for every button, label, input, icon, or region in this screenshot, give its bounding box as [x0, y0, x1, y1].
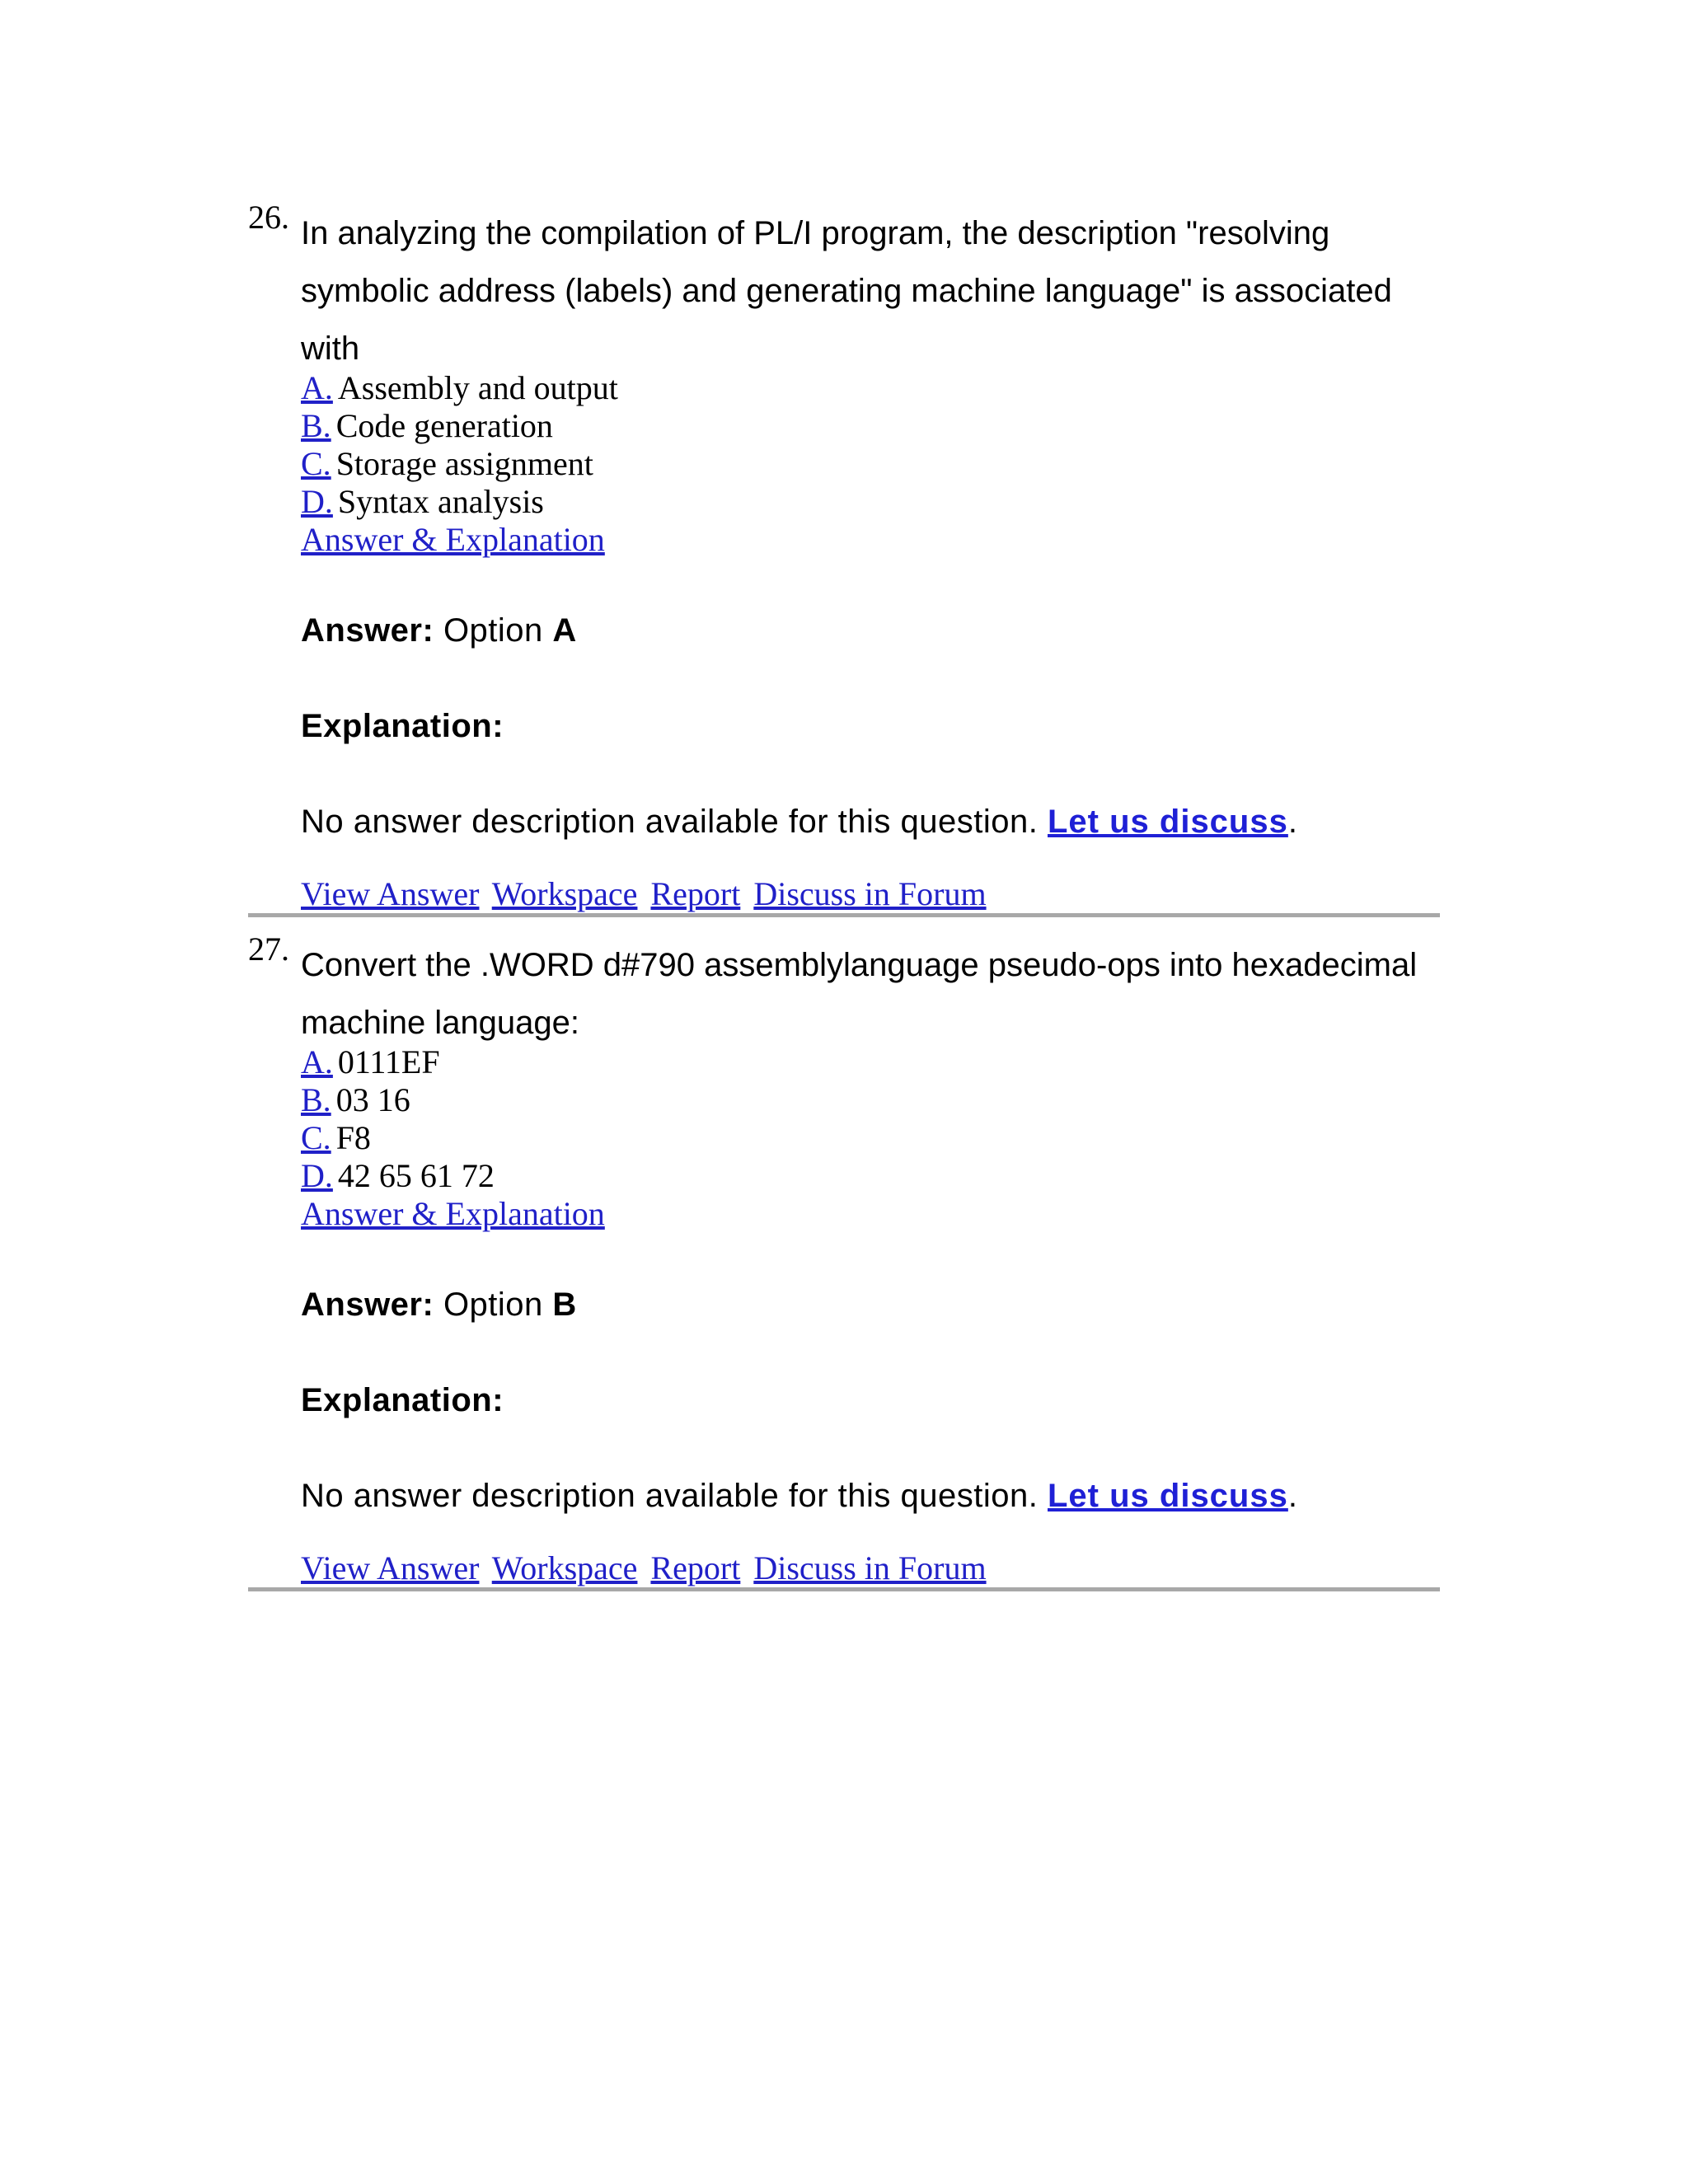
answer-explanation-row — [301, 521, 1440, 559]
question-block — [248, 930, 1440, 1591]
answer-line — [301, 1282, 1440, 1327]
divider — [248, 913, 1440, 917]
option-row — [301, 445, 1440, 483]
question-number: 26. — [248, 199, 289, 236]
option-letter-link[interactable]: A. — [301, 369, 333, 406]
report-link[interactable]: Report — [650, 875, 741, 912]
option-text: 42 65 61 72 — [337, 1157, 495, 1194]
question-block — [248, 198, 1440, 917]
answer-line — [301, 608, 1440, 653]
answer-option: B — [552, 1286, 577, 1323]
question-text: Convert the .WORD d#790 assemblylanguage pseudo-ops into hexadecimal machine language: — [301, 947, 1418, 1041]
answer-explanation-link[interactable]: Answer & Explanation — [301, 521, 605, 558]
option-letter-link[interactable]: C. — [301, 1119, 331, 1156]
option-text: F8 — [335, 1119, 371, 1156]
option-letter-link[interactable]: B. — [301, 407, 331, 444]
option-text: 03 16 — [335, 1081, 410, 1118]
answer-explanation-row — [301, 1195, 1440, 1233]
workspace-link[interactable]: Workspace — [491, 1549, 638, 1586]
view-answer-link[interactable]: View Answer — [301, 875, 480, 912]
option-row — [301, 483, 1440, 521]
question-body — [301, 198, 1440, 913]
question-text: In analyzing the compilation of PL/I program, the description "resolving symbolic address (labels) and generating machine language" is associated with — [301, 215, 1392, 367]
option-letter-link[interactable]: C. — [301, 445, 331, 482]
footer-links — [301, 875, 1440, 913]
option-row — [301, 1157, 1440, 1195]
question-body — [301, 930, 1440, 1587]
divider — [248, 1587, 1440, 1591]
discuss-suffix: . — [1287, 804, 1298, 840]
option-letter-link[interactable]: B. — [301, 1081, 331, 1118]
discuss-suffix: . — [1287, 1478, 1298, 1514]
explanation-text — [301, 1474, 1440, 1518]
option-row — [301, 369, 1440, 407]
question-number: 27. — [248, 930, 289, 968]
discuss-in-forum-link[interactable]: Discuss in Forum — [753, 875, 987, 912]
option-text: 0111EF — [337, 1043, 440, 1080]
explanation-label: Explanation: — [301, 708, 504, 744]
explanation-label: Explanation: — [301, 1382, 504, 1418]
option-text: Code generation — [335, 407, 553, 444]
option-letter-link[interactable]: D. — [301, 483, 333, 520]
option-text: Syntax analysis — [337, 483, 544, 520]
option-row — [301, 1119, 1440, 1157]
options-list — [301, 369, 1440, 559]
explanation-body: No answer description available for this question. — [301, 804, 1039, 840]
report-link[interactable]: Report — [650, 1549, 741, 1586]
option-row — [301, 1081, 1440, 1119]
footer-links — [301, 1549, 1440, 1587]
explanation-text — [301, 799, 1440, 844]
answer-prefix: Option — [443, 612, 543, 649]
explanation-body: No answer description available for this question. — [301, 1478, 1039, 1514]
answer-prefix: Option — [443, 1286, 543, 1323]
answer-block — [301, 1282, 1440, 1518]
option-letter-link[interactable]: D. — [301, 1157, 333, 1194]
view-answer-link[interactable]: View Answer — [301, 1549, 480, 1586]
answer-label: Answer: — [301, 612, 434, 649]
options-list — [301, 1043, 1440, 1233]
let-us-discuss-link[interactable]: Let us discuss — [1047, 1478, 1288, 1514]
option-text: Assembly and output — [337, 369, 618, 406]
answer-block — [301, 608, 1440, 844]
answer-explanation-link[interactable]: Answer & Explanation — [301, 1195, 605, 1232]
option-row — [301, 407, 1440, 445]
option-text: Storage assignment — [335, 445, 593, 482]
answer-label: Answer: — [301, 1286, 434, 1323]
workspace-link[interactable]: Workspace — [491, 875, 638, 912]
discuss-in-forum-link[interactable]: Discuss in Forum — [753, 1549, 987, 1586]
let-us-discuss-link[interactable]: Let us discuss — [1047, 804, 1288, 840]
answer-option: A — [552, 612, 577, 649]
option-letter-link[interactable]: A. — [301, 1043, 333, 1080]
